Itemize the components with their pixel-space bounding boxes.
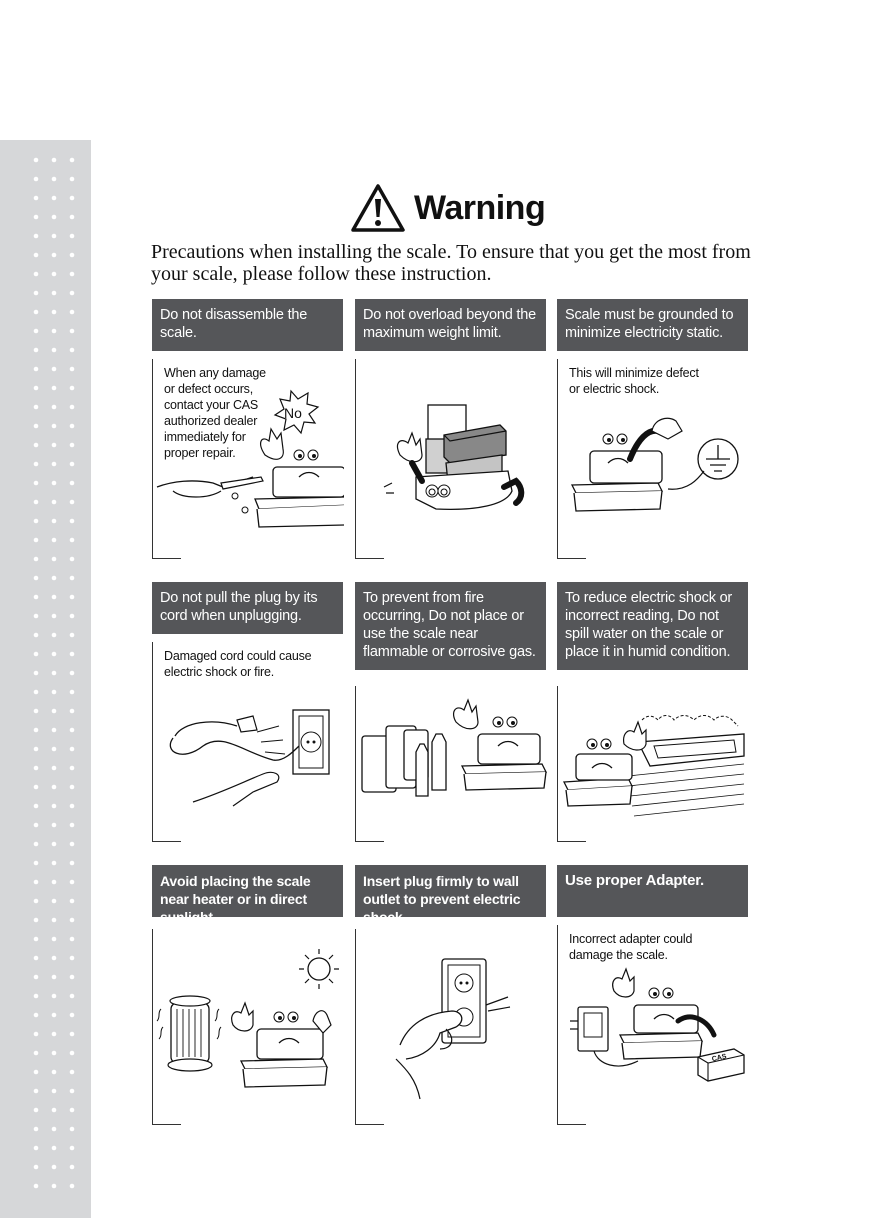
sidebar-dot — [34, 614, 39, 619]
sidebar-dot — [34, 1070, 39, 1075]
sidebar-dot — [34, 443, 39, 448]
sidebar-dot — [70, 1089, 75, 1094]
sidebar-dot — [34, 1146, 39, 1151]
screwdriver-scale-illustration — [153, 359, 344, 559]
sidebar-dot — [34, 709, 39, 714]
sidebar-dot — [34, 994, 39, 999]
sidebar-dot — [70, 766, 75, 771]
sidebar-dot — [52, 728, 57, 733]
sidebar-dot — [52, 937, 57, 942]
sidebar-dot — [52, 1108, 57, 1113]
sidebar-dot — [34, 348, 39, 353]
sidebar-dot — [34, 576, 39, 581]
sidebar-dot — [70, 234, 75, 239]
sidebar-dot — [34, 747, 39, 752]
sidebar-dot — [70, 1070, 75, 1075]
sidebar-dot — [52, 975, 57, 980]
sidebar-dot — [52, 633, 57, 638]
sidebar-dot — [34, 1089, 39, 1094]
sidebar-dot — [70, 861, 75, 866]
sidebar-dot — [70, 1184, 75, 1189]
sidebar-dot — [70, 386, 75, 391]
sidebar-dot — [52, 1070, 57, 1075]
sidebar-dot — [52, 671, 57, 676]
sidebar-dot — [34, 690, 39, 695]
cas-badge-text: CAS — [711, 1053, 728, 1064]
sidebar-dot — [70, 1165, 75, 1170]
sidebar-dot — [52, 538, 57, 543]
sidebar-dot — [34, 367, 39, 372]
sidebar-dot — [34, 1032, 39, 1037]
sidebar-dot — [34, 253, 39, 258]
panel-adapter — [557, 865, 748, 1064]
sidebar-dot — [34, 538, 39, 543]
sidebar-dot — [52, 405, 57, 410]
sidebar-dot — [52, 500, 57, 505]
panel-header: To reduce electric shock or incorrect reading, Do not spill water on the scale or place it in humid condition. — [557, 582, 748, 670]
intro-paragraph: Precautions when installing the scale. To ensure that you get the most from your scale, please follow these instruction. — [151, 241, 751, 285]
sidebar-dot — [34, 937, 39, 942]
sidebar-dot — [70, 1032, 75, 1037]
sidebar-dot — [70, 595, 75, 600]
sidebar-dot — [34, 557, 39, 562]
sidebar-dot — [34, 918, 39, 923]
sidebar-dot — [70, 348, 75, 353]
sidebar-dot — [34, 652, 39, 657]
sidebar-dot — [52, 424, 57, 429]
sidebar-dot — [34, 804, 39, 809]
sidebar-dot — [52, 348, 57, 353]
panel-body — [355, 929, 547, 1125]
sidebar-dot — [70, 177, 75, 182]
grounded-scale-illustration — [558, 359, 749, 559]
plug-outlet-illustration — [356, 929, 547, 1125]
sidebar-dot — [70, 956, 75, 961]
sidebar-dot — [52, 842, 57, 847]
panel-body — [152, 359, 344, 559]
sidebar-dot — [70, 747, 75, 752]
panel-pull-plug — [152, 582, 343, 679]
sidebar-dot — [70, 329, 75, 334]
sidebar-dot — [34, 481, 39, 486]
sidebar-dot — [70, 671, 75, 676]
dot-pattern — [0, 140, 91, 1218]
sidebar-dot — [70, 557, 75, 562]
sidebar-dot — [34, 1108, 39, 1113]
sidebar-dot — [70, 690, 75, 695]
panel-disassemble — [152, 299, 343, 460]
page-sidebar-strip — [0, 140, 91, 1218]
sidebar-dot — [34, 1013, 39, 1018]
sidebar-dot — [34, 1184, 39, 1189]
sidebar-dot — [34, 785, 39, 790]
pull-cord-illustration — [153, 642, 344, 842]
sidebar-dot — [34, 842, 39, 847]
sidebar-dot — [52, 272, 57, 277]
sidebar-dot — [34, 823, 39, 828]
sidebar-dot — [34, 196, 39, 201]
panel-header: Use proper Adapter. — [557, 865, 748, 917]
panel-header: Insert plug firmly to wall outlet to prevent electric shock. — [355, 865, 546, 917]
sidebar-dot — [52, 652, 57, 657]
sidebar-dot — [34, 1127, 39, 1132]
sidebar-dot — [52, 291, 57, 296]
sidebar-dot — [34, 671, 39, 676]
panel-body — [152, 642, 344, 842]
panel-water — [557, 582, 748, 670]
sidebar-dot — [70, 1108, 75, 1113]
sidebar-dot — [70, 310, 75, 315]
panel-header: Do not disassemble the scale. — [152, 299, 343, 351]
sidebar-dot — [52, 709, 57, 714]
sidebar-dot — [70, 443, 75, 448]
sidebar-dot — [52, 310, 57, 315]
sidebar-dot — [34, 500, 39, 505]
sidebar-dot — [52, 690, 57, 695]
sidebar-dot — [52, 196, 57, 201]
adapter-scale-illustration — [558, 925, 749, 1125]
sun-icon — [299, 949, 339, 989]
sidebar-dot — [70, 367, 75, 372]
sidebar-dot — [34, 519, 39, 524]
sidebar-dot — [52, 804, 57, 809]
sidebar-dot — [52, 1013, 57, 1018]
sidebar-dot — [70, 462, 75, 467]
sidebar-dot — [34, 386, 39, 391]
sidebar-dot — [52, 443, 57, 448]
panel-header: Avoid placing the scale near heater or in direct sunlight. — [152, 865, 343, 917]
panel-header: Do not pull the plug by its cord when unplugging. — [152, 582, 343, 634]
sidebar-dot — [52, 177, 57, 182]
sidebar-dot — [70, 405, 75, 410]
sidebar-dot — [70, 728, 75, 733]
warning-heading — [350, 180, 545, 236]
sidebar-dot — [34, 424, 39, 429]
panel-plug-firmly — [355, 865, 546, 925]
sidebar-dot — [70, 614, 75, 619]
sidebar-dot — [70, 424, 75, 429]
panel-body — [355, 686, 547, 842]
sidebar-dot — [52, 329, 57, 334]
sidebar-dot — [70, 253, 75, 258]
sidebar-dot — [52, 1032, 57, 1037]
sidebar-dot — [52, 158, 57, 163]
sidebar-dot — [52, 918, 57, 923]
sidebar-dot — [52, 253, 57, 258]
sidebar-dot — [52, 880, 57, 885]
sidebar-dot — [70, 1127, 75, 1132]
sidebar-dot — [34, 462, 39, 467]
sidebar-dot — [70, 500, 75, 505]
panel-note: Damaged cord could cause electric shock or fire. — [164, 649, 312, 679]
sidebar-dot — [70, 481, 75, 486]
sidebar-dot — [34, 766, 39, 771]
sidebar-dot — [70, 785, 75, 790]
sidebar-dot — [52, 785, 57, 790]
sidebar-dot — [70, 633, 75, 638]
sidebar-dot — [34, 880, 39, 885]
panel-note: Incorrect adapter could damage the scale. — [569, 932, 693, 962]
sidebar-dot — [34, 595, 39, 600]
sidebar-dot — [70, 215, 75, 220]
sidebar-dot — [34, 310, 39, 315]
panel-flammable — [355, 582, 546, 670]
sidebar-dot — [52, 386, 57, 391]
sidebar-dot — [70, 899, 75, 904]
panel-body — [557, 359, 749, 559]
sidebar-dot — [70, 576, 75, 581]
sidebar-dot — [70, 158, 75, 163]
sidebar-dot — [34, 1165, 39, 1170]
warning-title-text: Warning — [414, 188, 546, 227]
sidebar-dot — [70, 709, 75, 714]
sidebar-dot — [34, 405, 39, 410]
sidebar-dot — [52, 215, 57, 220]
warning-triangle-icon — [350, 183, 406, 233]
sidebar-dot — [70, 994, 75, 999]
sidebar-dot — [34, 633, 39, 638]
sidebar-dot — [52, 595, 57, 600]
flammable-bottles-illustration — [356, 686, 547, 842]
panel-body — [557, 925, 749, 1125]
sidebar-dot — [34, 234, 39, 239]
sidebar-dot — [52, 614, 57, 619]
sidebar-dot — [52, 994, 57, 999]
sidebar-dot — [34, 1051, 39, 1056]
sidebar-dot — [70, 291, 75, 296]
sidebar-dot — [52, 1146, 57, 1151]
sidebar-dot — [52, 367, 57, 372]
panel-heater — [152, 865, 343, 925]
panel-grounded — [557, 299, 748, 396]
sidebar-dot — [34, 975, 39, 980]
sidebar-dot — [70, 196, 75, 201]
sidebar-dot — [34, 291, 39, 296]
sidebar-dot — [52, 861, 57, 866]
sidebar-dot — [34, 329, 39, 334]
sidebar-dot — [70, 823, 75, 828]
sidebar-dot — [34, 899, 39, 904]
sidebar-dot — [52, 557, 57, 562]
heater-sun-illustration — [153, 929, 344, 1125]
sidebar-dot — [52, 747, 57, 752]
sidebar-dot — [70, 652, 75, 657]
sidebar-dot — [70, 1013, 75, 1018]
panel-header: Scale must be grounded to minimize electricity static. — [557, 299, 748, 351]
sidebar-dot — [52, 956, 57, 961]
panel-note: This will minimize defect or electric shock. — [569, 366, 699, 396]
cas-adapter-box — [698, 1049, 744, 1081]
sidebar-dot — [70, 975, 75, 980]
sidebar-dot — [70, 937, 75, 942]
no-burst-icon — [275, 391, 318, 433]
sidebar-dot — [34, 861, 39, 866]
sidebar-dot — [70, 918, 75, 923]
panel-header: Do not overload beyond the maximum weight limit. — [355, 299, 546, 351]
sidebar-dot — [70, 272, 75, 277]
sidebar-dot — [34, 728, 39, 733]
bathtub-scale-illustration — [558, 686, 749, 842]
sidebar-dot — [52, 1127, 57, 1132]
sidebar-dot — [52, 1165, 57, 1170]
sidebar-dot — [70, 842, 75, 847]
sidebar-dot — [70, 804, 75, 809]
panel-body — [557, 686, 749, 842]
panel-header: To prevent from fire occurring, Do not place or use the scale near flammable or corrosive gas. — [355, 582, 546, 670]
no-badge-text: No — [284, 405, 302, 421]
sidebar-dot — [52, 519, 57, 524]
overloaded-scale-illustration — [356, 359, 547, 559]
sidebar-dot — [52, 823, 57, 828]
sidebar-dot — [70, 880, 75, 885]
sidebar-dot — [70, 519, 75, 524]
sidebar-dot — [52, 1089, 57, 1094]
sidebar-dot — [34, 158, 39, 163]
panel-body — [152, 929, 344, 1125]
panel-note: When any damage or defect occurs, contact your CAS authorized dealer immediately for proper repair. — [164, 366, 266, 460]
sidebar-dot — [52, 576, 57, 581]
sidebar-dot — [52, 766, 57, 771]
sidebar-dot — [34, 272, 39, 277]
sidebar-dot — [52, 1184, 57, 1189]
sidebar-dot — [52, 899, 57, 904]
sidebar-dot — [70, 538, 75, 543]
sidebar-dot — [52, 234, 57, 239]
sidebar-dot — [70, 1146, 75, 1151]
sidebar-dot — [52, 481, 57, 486]
sidebar-dot — [34, 956, 39, 961]
sidebar-dot — [52, 462, 57, 467]
sidebar-dot — [34, 177, 39, 182]
panel-overload — [355, 299, 546, 351]
sidebar-dot — [70, 1051, 75, 1056]
sidebar-dot — [52, 1051, 57, 1056]
panel-body — [355, 359, 547, 559]
sidebar-dot — [34, 215, 39, 220]
